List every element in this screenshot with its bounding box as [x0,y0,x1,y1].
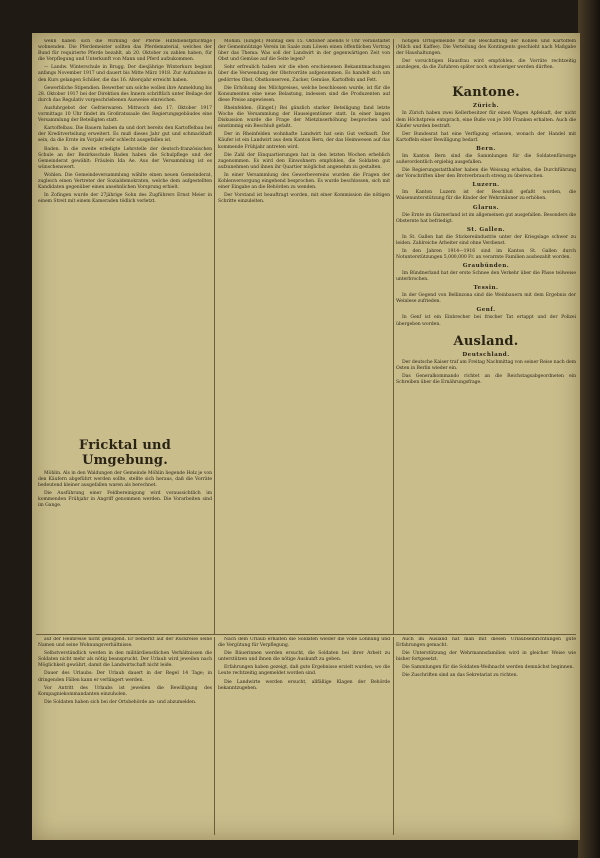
subheading-glarus: Glarus. [472,204,500,211]
horizontal-rule [36,634,576,635]
article: In Zürich haben zwei Kellerbesitzer für einen Wagen Apfelsaft, der nicht dem Höchstpreis entsprach, eine Buße von je 300 Franken erhalten. Auch die Käufer wurden bestraft. [396,111,576,129]
article: Die Unterstützung der Wehrmannsfamilien wird in gleicher Weise wie bisher fortgesetzt. [396,651,576,663]
column-right [396,39,576,631]
subheading-st-gallen: St. Gallen. [466,226,506,233]
book-binding [578,0,600,858]
article: In St. Gallen hat die Stickereiindustrie unter der Kriegslage schwer zu leiden. Zahlreiche Arbeiter sind ohne Verdienst. [396,234,576,246]
article: Im Kanton Bern sind die Sammlungen für die Soldatenfürsorge außerordentlich ergiebig ausgefallen. [396,153,576,166]
article: Möhlin. Als in den Waldungen der Gemeinde Möhlin liegende Holz je von den Käufern abgeführt werden sollte, stellte sich heraus, daß die Vorräte bedeutend kleiner ausgefallen waren als berechnet. [38,471,212,489]
article: Das Generalkommando richtet an die Reichstagsabgeordneten ein Schreiben über die Ernährungsfrage. [396,373,576,385]
article: Ausfuhrgebot der Gefrierwaren. Mittwoch den 17. Oktober 1917 vormittags 10 Uhr findet im Großratssaale des Regierungsgebäudes eine Versammlung der Beteiligten statt. [38,105,212,124]
article: nötigen Ortsgemeinde für die Beschaffung der Kohlen und Kartoffeln (Milch und Kaffee). Die Verteilung des Kontingents geschieht nach Maßgabe der Haushaltungen. [396,39,576,57]
section-heading-ausland: Ausland. [453,333,519,349]
article: Nach dem Urlaub erhalten die Soldaten wieder die volle Löhnung und die Vergütung für Verpflegung. [218,637,390,649]
article: Selbstverständlich werden in den militärdienstlichen Verhältnissen die Soldaten nicht mehr als nötig beansprucht. Der Urlaub wird jeweilen nach Möglichkeit gewährt, damit die Landwirtschaft nicht leide. [38,651,212,669]
article: Dauer des Urlaubs: Der Urlaub dauert in der Regel 14 Tage; in dringenden Fällen kann er verlängert werden. [38,671,212,683]
section-heading-kantone: Kantone. [452,85,520,101]
article: Die Soldaten haben sich bei der Ortsbehörde an- und abzumelden. [44,699,197,705]
article: Der Vorstand ist beauftragt worden, mit einer Kommission die nötigen Schritte einzuleiten. [218,193,390,205]
column-divider [214,637,215,835]
article: In den Jahren 1914—1916 sind im Kanton St. Gallen durch Notunterstützungen 5,000,000 Fr. an verarmte Familien ausbezahlt worden. [396,248,576,260]
article: In einer Versammlung des Gewerbevereins wurden die Fragen der Kohlenversorgung eingehend besprochen. Es wurde beschlossen, sich mit einer Eingabe an die Behörden zu wenden. [218,172,390,191]
article: In Zofingen wurde der 27jährige Sohn des Zugführers Ernst Meier in einem Streit mit einem Kameraden tödlich verletzt. [38,193,212,205]
article: Die Ernte im Glarnerland ist im allgemeinen gut ausgefallen. Besonders die Obsternte hat befriedigt. [396,212,576,224]
section-heading-fricktal: Fricktal und Umgebung. [79,438,171,468]
article: Sehr erfreulich haben wir die eben erschienenen Bekanntmachungen über die Verwendung der Obstvorräte aufgenommen. Es handelt sich um gedörrtes Obst, Obstkonserven, Zucker, Gemüse, Kartoffeln und Fett. [218,65,390,83]
subheading-bern: Bern. [476,145,496,152]
bottom-column-right [396,637,576,833]
bottom-column-left [38,637,212,833]
article: Die Erhöhung des Milchpreises, welche beschlossen wurde, ist für die Konsumenten eine neue Belastung, indessen sind die Produzenten auf diese Preise angewiesen. [218,85,390,103]
article: Auch im Ausland hat man mit diesen Urlaubseinrichtungen gute Erfahrungen gemacht. [396,637,576,649]
subheading-graubuenden: Graubünden. [462,263,510,270]
article: Im Bündnerland hat der erste Schnee den Verkehr über die Pässe teilweise unterbrochen. [396,271,576,283]
article: — Landw. Winterschule in Brugg. Der diesjährige Winterkurs beginnt anfangs November 1917 und dauert bis Mitte März 1918. Zur Aufnahme in den Kurs gelangen Schüler, die das 16. Altersjahr erreicht haben. [38,65,212,83]
article: Die Zahl der Einquartierungen hat in den letzten Wochen erheblich zugenommen. Es wird den Einwohnern empfohlen, die Soldaten gut aufzunehmen und ihnen ihr Quartier möglichst angenehm zu gestalten. [218,152,390,170]
column-divider [393,39,394,635]
article: Im Kanton Luzern ist der Beschluß gefaßt worden, die Waisenunterstützung für die Kinder der Wehrmänner zu erhöhen. [396,190,576,202]
article: Die Ausführung einer Feldbereinigung wird voraussichtlich im kommenden Frühjahr in Angriff genommen werden. Die Vorarbeiten sind im Gange. [38,491,212,509]
column-middle [218,39,390,631]
article: auf der Heimreise nicht genügend. Er bemerkt auf der Rückreise seine Namen und seine Wohnungsverhältnisse. [38,637,212,649]
subheading-deutschland: Deutschland. [462,351,510,358]
article: Die Landwirte werden ersucht, allfällige Klagen der Behörde bekanntzugeben. [218,679,390,691]
article: Die Sammlungen für die Soldaten-Weihnacht werden demnächst beginnen. [402,665,574,671]
article: Der deutsche Kaiser traf am Freitag Nachmittag von seiner Reise nach dem Osten in Berlin wieder ein. [396,359,576,371]
article: In der Gegend von Bellinzona sind die Weinbauern mit dem Ergebnis der Weinlese zufrieden. [396,293,576,305]
column-divider [393,637,394,835]
subheading-luzern: Luzern. [472,182,500,189]
article: Der Bundesrat hat eine Verfügung erlassen, wonach der Handel mit Kartoffeln einer Bewilligung bedarf. [396,131,576,143]
newspaper-page [32,33,580,840]
article: Möhlin. (Eingef.) Montag den 15. Oktober abends 8 Uhr veranstaltet der Gemeinnützige Verein im Saale zum Löwen einen öffentlichen Vortrag über das Thema: Was soll der Landwirt in der gegenwärtigen Zeit von Obst und Gemüse auf die Seite legen? [218,39,390,63]
article: Rheinfelden. (Eingef.) Bei gänzlich starker Beteiligung fand letzte Woche die Versammlung der Hauseigentümer statt. In einer langen Diskussion wurde die Frage der Mietzinserhöhung besprochen und einstimmig ein Beschluß gefaßt. [218,105,390,130]
article: Die Zuschriften sind an das Sekretariat zu richten. [402,673,518,679]
article: Kartoffelbau. Die Bauern haben da und dort bereits den Kartoffelbau bei der Kreditverteilung erweitert. Es muß dieses Jahr gut und schmackhaft sein, da die Ernte im Vorjahr sehr schlecht ausgefallen ist. [38,126,212,144]
subheading-tessin: Tessin. [473,285,499,292]
article: Erfahrungen haben gezeigt, daß gute Ergebnisse erzielt wurden, wo die Leute rechtzeitig angemeldet worden sind. [218,665,390,677]
article: wenn haben sich die Wirkung der Pferde Hilfsdienstpflichtige wohnenden. Die Pferdemeister sollten das Pferdematerial, welches der Bund für requirierte Pferde bezahlt, ab 20. Oktober zu zahlen haben, für die Verpflegung und Unterkunft von Mann und Pferd aufzukommen. [38,39,212,63]
article: Der in Rheinfelden wohnhafte Landwirt hat sein Gut verkauft. Der Käufer ist ein Landwirt aus dem Kanton Bern, der das Heimwesen auf das kommende Frühjahr antreten wird. [218,132,390,150]
column-left [38,39,212,429]
fricktal-section [38,435,212,631]
column-divider [214,39,215,635]
subheading-genf: Genf. [476,307,496,314]
article: Gewerbliche Stipendien. Bewerber um solche wollen ihre Anmeldung bis 28. Oktober 1917 bei der Direktion des Innern schriftlich unter Beilage der durch das Regulativ vorgeschriebenen Ausweise einreichen. [38,85,212,103]
article: Wohlen. Die Gemeindeversammlung wählte einen neuen Gemeinderat, zugleich einen Vertreter der Sozialdemokraten, welche dem aufgestellten Kandidaten gegenüber einen ansehnlichen Vorsprung erhielt. [38,172,212,191]
article: Vor Antritt des Urlaubs ist jeweilen die Bewilligung des Kompagniekommandanten einzuholen. [38,685,212,697]
article: Die Regierungsstatthalter haben die Weisung erhalten, die Durchführung der Vorschriften über den Brotverbrauch streng zu überwachen. [396,168,576,180]
article: Die Bäuerinnen werden ersucht, die Soldaten bei ihrer Arbeit zu unterstützen und ihnen die nötige Auskunft zu geben. [218,651,390,663]
bottom-column-middle [218,637,390,833]
article: In Genf ist ein Einbrecher bei frischer Tat ertappt und der Polizei übergeben worden. [396,315,576,327]
subheading-zuerich: Zürich. [472,103,500,110]
article: Der vorsichtigen Hausfrau wird empfohlen, die Vorräte rechtzeitig anzulegen, da die Zufuhren später noch schwieriger werden dürften. [396,59,576,71]
article: Baden. In die zweite erledigte Lehrstelle der deutsch-französischen Schule an der Bezirksschule Baden haben die Schulpflege und der Gemeinderat gewählt: Fräulein Ida Ae. Aus der Versammlung ist es wünschenswert. [38,146,212,170]
